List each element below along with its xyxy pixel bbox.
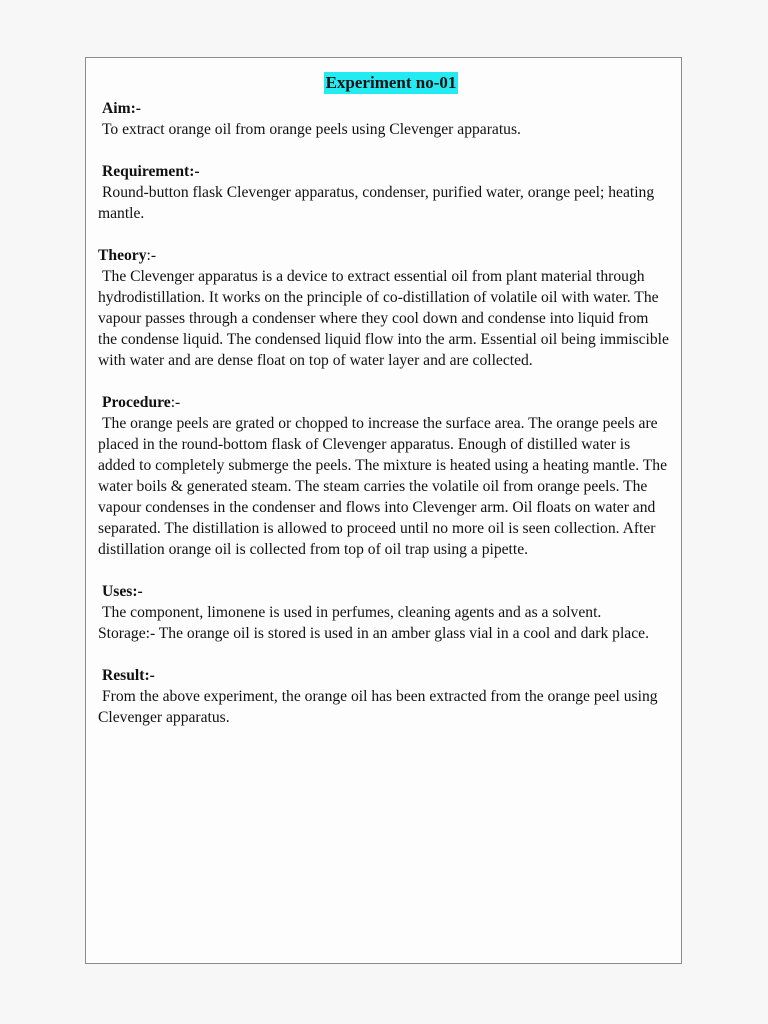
aim-text: To extract orange oil from orange peels using Clevenger apparatus. [102, 121, 521, 138]
procedure-text-content: The orange peels are grated or chopped to increase the surface area. The orange peels are placed in the round-bottom flask of Clevenger apparatus. Enough of distilled water is added to completely submerge the peels. The mixture is heated using a heating mantle. The water boils & generated steam. The steam carries the volatile oil from orange peels. The vapour condenses in the condenser and flows into Clevenger arm. Oil floats on water and separated. The distillation is allowed to proceed until no more oil is seen collection. After distillation orange oil is collected from top of oil trap using a pipette. [98, 415, 668, 558]
theory-heading-row [98, 245, 670, 266]
theory-heading-suffix: :- [146, 247, 157, 264]
requirement-section [98, 161, 670, 224]
document-title: Experiment no-01 [325, 73, 457, 92]
requirement-heading: Requirement:- [102, 163, 200, 180]
uses-heading: Uses:- [102, 583, 143, 600]
document-page [85, 57, 682, 964]
theory-text [98, 266, 670, 371]
result-text-content: From the above experiment, the orange oil has been extracted from the orange peel using Clevenger apparatus. [98, 688, 658, 726]
procedure-section [98, 392, 670, 560]
procedure-heading-suffix: :- [170, 394, 181, 411]
title-row [98, 72, 670, 98]
procedure-heading-row [98, 392, 670, 413]
uses-text: The component, limonene is used in perfumes, cleaning agents and as a solvent. [102, 604, 602, 621]
aim-section [98, 98, 670, 140]
requirement-text [98, 182, 670, 224]
result-text [98, 686, 670, 728]
aim-heading: Aim:- [102, 100, 141, 117]
uses-section [98, 581, 670, 644]
theory-heading: Theory [98, 247, 147, 264]
procedure-text [98, 413, 670, 560]
theory-section [98, 245, 670, 371]
theory-text-content: The Clevenger apparatus is a device to extract essential oil from plant material through hydrodistillation. It works on the principle of co-distillation of volatile oil with water. The vapour passes through a condenser where they cool down and condense into liquid from the condense liquid. The condensed liquid flow into the arm. Essential oil being immiscible with water and are dense float on top of water layer and are collected. [98, 268, 669, 369]
storage-text: Storage:- The orange oil is stored is used in an amber glass vial in a cool and dark place. [98, 625, 649, 642]
procedure-heading: Procedure [102, 394, 171, 411]
result-heading: Result:- [102, 667, 155, 684]
result-section [98, 665, 670, 728]
requirement-text-content: Round-button flask Clevenger apparatus, condenser, purified water, orange peel; heating mantle. [98, 184, 655, 222]
document-content [98, 72, 670, 749]
